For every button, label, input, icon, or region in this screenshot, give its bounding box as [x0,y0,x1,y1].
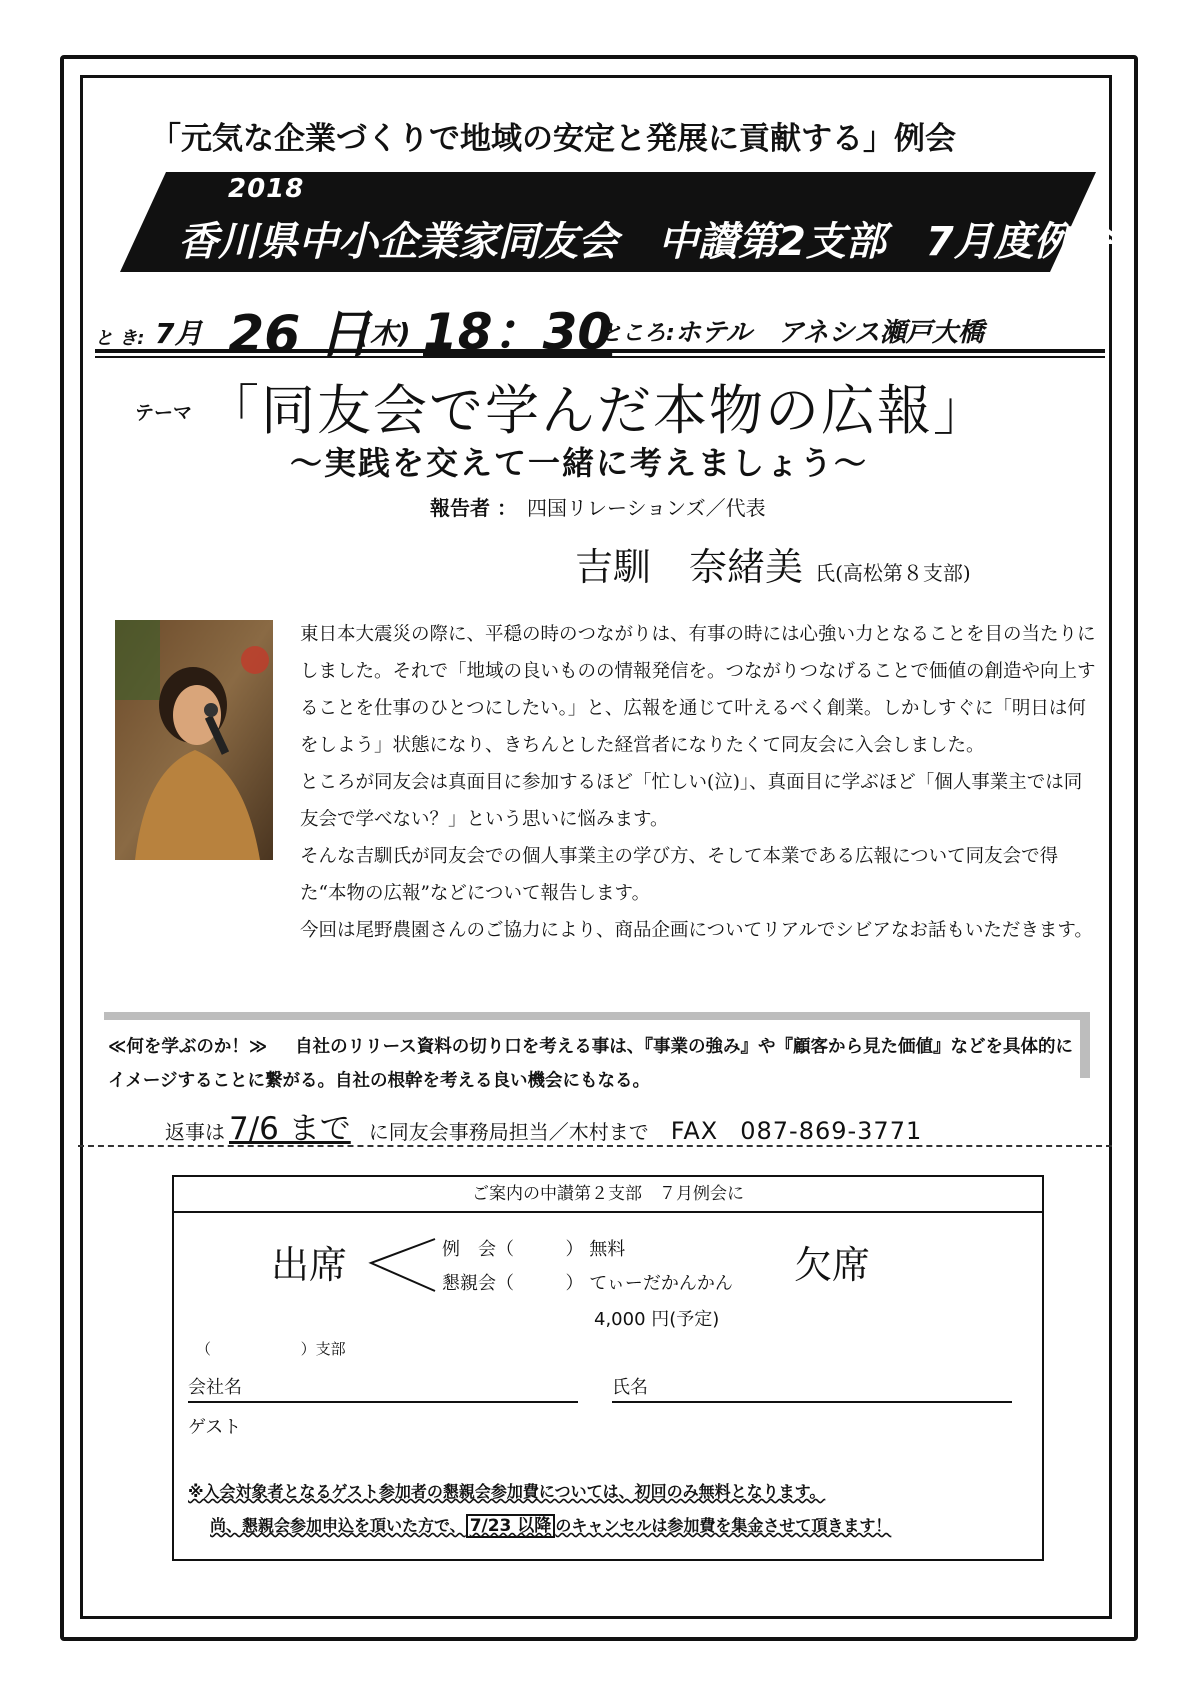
theme-label: テーマ [135,402,193,424]
form-row-party [442,1269,733,1295]
banner-title: 香川県中小企業家同友会 中讃第2支部 7月度例会 [178,219,1114,265]
date-weekday: (木) [357,317,411,350]
speaker-photo [115,620,273,860]
title-banner [118,170,1114,274]
party-close: ） [565,1273,584,1294]
learn-text: 自社のリリース資料の切り口を考える事は、『事業の強み』や『顧客から見た価値』などを具体的にイメージすることに繋がる。自社の根幹を考える良い機会にもなる。 [108,1037,1074,1091]
cancel-note-post: のキャンセルは参加費を集金させて頂きます！ [555,1516,892,1535]
theme-subtitle: ～実践を交えて一緒に考えましょう～ [290,444,869,482]
place-name: ホテル アネシス瀬戸大橋 [675,318,984,348]
bio-paragraph: 今回は尾野農園さんのご協力により、商品企画についてリアルでシビアなお話もいただきます。 [300,920,1093,941]
reply-deadline: 7/6 まで [229,1111,351,1147]
learn-section [108,1030,1078,1098]
fax-number: 087-869-3771 [740,1117,923,1145]
guest-field[interactable]: ゲスト [188,1417,242,1438]
branch-field[interactable] [196,1338,346,1359]
attend-option[interactable]: 出席 [271,1243,348,1287]
bio-paragraph: ところが同友会は真面目に参加するほど「忙しい(泣)」、真面目に学ぶほど「個人事業主では同友会で学べない？」という思いに悩みます。 [300,772,1083,830]
form-header: ご案内の中讃第２支部 ７月例会に [174,1177,1042,1213]
branch-close: ）支部 [300,1340,346,1358]
form-row-meeting [442,1235,625,1261]
cut-line [78,1145,1112,1147]
company-field[interactable]: 会社名 [188,1373,578,1403]
reporter-line [430,492,766,521]
date-day: 26 日 [228,305,371,365]
date-month: 7月 [155,317,203,350]
cancel-note-pre: 尚、懇親会参加申込を頂いた方で、 [210,1516,466,1535]
absent-option[interactable]: 欠席 [794,1243,871,1287]
speaker [575,536,971,591]
branch-open: （ [196,1340,212,1358]
reply-form [172,1175,1044,1561]
reply-to: に同友会事務局担当／木村まで [368,1120,649,1144]
fax-label: FAX [670,1117,719,1145]
theme-title: 「同友会で学んだ本物の広報」 [205,379,989,442]
meeting-fee: 無料 [589,1239,626,1260]
bio-paragraph: 東日本大震災の際に、平穏の時のつながりは、有事の時には心強い力となることを目の当たりにしました。それで「地域の良いものの情報発信を。つながりつなげることで価値の創造や向上することを仕事のひとつにしたい。」と、広報を通じて叶えるべく創業。しかしすぐに「明日は何をしよう」状態になり、きちんとした経営者になりたくて同友会に入会しました。 [300,624,1096,756]
divider-thin [95,356,1105,358]
party-label: 懇親会（ [442,1273,514,1294]
party-fee: 4,000 円(予定) [594,1309,720,1330]
date-label: と き: [95,328,145,349]
bio-paragraph: そんな吉馴氏が同友会での個人事業主の学び方、そして本業である広報について同友会で得た“本物の広報”などについて報告します。 [300,846,1059,904]
speaker-name: 吉馴 奈緒美 [575,545,804,589]
tagline: 「元気な企業づくりで地域の安定と発展に貢献する」例会 [150,121,956,157]
reply-prefix: 返事は [165,1120,225,1144]
place-label: ところ: [600,321,675,346]
guest-note: ※入会対象者となるゲスト参加者の懇親会参加費については、初回のみ無料となります。 [188,1482,826,1501]
reporter-label: 報告者 ： [430,496,517,520]
bio-text [300,616,1100,949]
reporter-org: 四国リレーションズ／代表 [526,496,766,520]
bracket-icon [367,1235,437,1295]
name-field[interactable]: 氏名 [612,1373,1012,1403]
party-venue: てぃーだかんかん [589,1273,733,1294]
meeting-label: 例 会（ [442,1239,514,1260]
banner-year: 2018 [228,174,305,204]
speaker-suffix: 氏(高松第８支部) [815,561,971,585]
learn-label: ≪何を学ぶのか！≫ [108,1037,268,1057]
divider-thick [95,349,1105,353]
learn-bar-right [1080,1012,1090,1078]
learn-bar-top [104,1012,1088,1020]
cancel-note [210,1511,891,1536]
cancel-date: 7/23 以降 [466,1514,556,1538]
meeting-close: ） [565,1239,584,1260]
event-time: 18：30 [423,303,613,361]
reply-line [165,1103,1065,1148]
date-time-place [95,290,1105,365]
